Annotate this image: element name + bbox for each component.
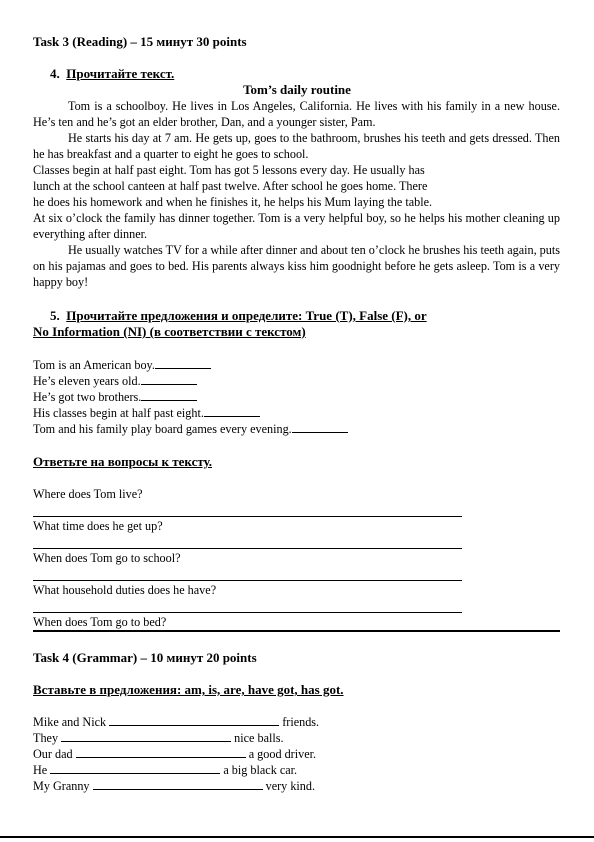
answer-blank[interactable] (141, 389, 197, 401)
answer-blank[interactable] (76, 746, 246, 758)
grammar-sentence: They nice balls. (33, 731, 284, 745)
question-item: What household duties does he have? (33, 583, 217, 597)
task4-instruction: Вставьте в предложения: am, is, are, have got, has got. (33, 682, 344, 697)
tf-statement: He’s got two brothers. (33, 389, 197, 405)
tf-statement: His classes begin at half past eight. (33, 405, 260, 421)
questions-title: Ответьте на вопросы к тексту. (33, 454, 213, 469)
bottom-divider (0, 836, 594, 838)
task3-heading: Task 3 (Reading) – 15 минут 30 points (33, 34, 247, 49)
grammar-sentence: Mike and Nick friends. (33, 715, 320, 729)
q5-title-row (50, 308, 427, 324)
story-paragraph-1: Tom is a schoolboy. He lives in Los Angeles, California. He lives with his family in a new house. He’s ten and he’s got an elder brother, Dan, and a younger sister, Pam. (33, 99, 560, 129)
answer-blank[interactable] (141, 373, 197, 385)
q5-number: 5. (50, 308, 60, 323)
q5-title-line-2: No Information (NI) (в соответствии с текстом) (33, 324, 306, 339)
tf-statement: Tom is an American boy. (33, 357, 211, 373)
story-line-3: Classes begin at half past eight. Tom has got 5 lessons every day. He usually has (33, 163, 425, 177)
answer-line[interactable] (33, 580, 462, 581)
q4-title: Прочитайте текст. (66, 66, 175, 81)
story-line-4: lunch at the school canteen at half past twelve. After school he goes home. There (33, 179, 428, 193)
story-line-5: he does his homework and when he finishes it, he helps his Mum laying the table. (33, 195, 433, 209)
story-paragraph-7: He usually watches TV for a while after dinner and about ten o’clock he brushes his teeth again, puts on his pajamas and goes to bed. His parents always kiss him goodnight before he gets asleep. Tom is a very happy boy! (33, 243, 560, 289)
q4-title-row (50, 66, 174, 82)
answer-blank[interactable] (50, 762, 220, 774)
answer-blank[interactable] (93, 778, 263, 790)
story-paragraph-2: He starts his day at 7 am. He gets up, goes to the bathroom, brushes his teeth and gets dressed. Then he has breakfast and a quarter to eight he goes to school. (33, 131, 560, 161)
answer-blank[interactable] (61, 730, 231, 742)
answer-blank[interactable] (109, 714, 279, 726)
answer-blank[interactable] (292, 421, 348, 433)
answer-blank[interactable] (155, 357, 211, 369)
answer-blank[interactable] (204, 405, 260, 417)
answer-line[interactable] (33, 516, 462, 517)
answer-line[interactable] (33, 548, 462, 549)
tf-statement: He’s eleven years old. (33, 373, 197, 389)
question-item: Where does Tom live? (33, 487, 143, 501)
story-title: Tom’s daily routine (243, 82, 351, 97)
grammar-sentence: Our dad a good driver. (33, 747, 317, 761)
grammar-sentence: My Granny very kind. (33, 779, 316, 793)
grammar-sentence: He a big black car. (33, 763, 298, 777)
story-paragraph-6: At six o’clock the family has dinner together. Tom is a very helpful boy, so he helps his mother cleaning up everything after dinner. (33, 211, 560, 241)
q4-number: 4. (50, 66, 60, 81)
question-item: What time does he get up? (33, 519, 163, 533)
tf-statement: Tom and his family play board games every evening. (33, 421, 348, 437)
answer-line[interactable] (33, 612, 462, 613)
section-divider (33, 630, 560, 632)
question-item: When does Tom go to bed? (33, 615, 167, 629)
task4-heading: Task 4 (Grammar) – 10 минут 20 points (33, 650, 257, 665)
question-item: When does Tom go to school? (33, 551, 181, 565)
q5-title-line-1: Прочитайте предложения и определите: True (T), False (F), or (66, 308, 427, 323)
